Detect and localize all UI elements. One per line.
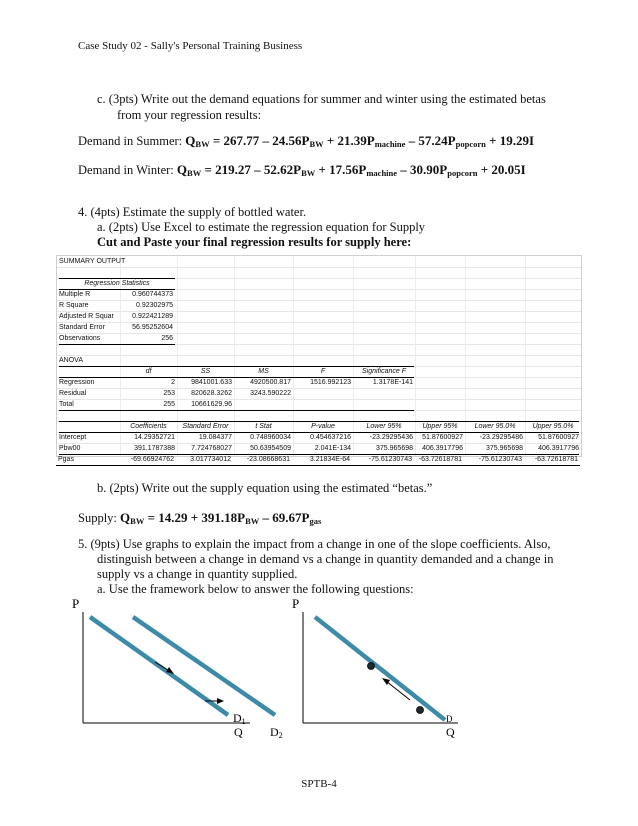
left-demand-graph — [70, 592, 300, 742]
anova-cell: 3243.590222 — [250, 390, 291, 397]
eq-sub: popcorn — [455, 139, 486, 149]
coef-cell: 406.3917796 — [422, 445, 463, 452]
right-graph-q-label: Q — [446, 725, 455, 739]
coef-header: Upper 95.0% — [532, 423, 574, 430]
q4-line1: 4. (4pts) Estimate the supply of bottled water. — [78, 205, 307, 219]
coef-cell: -23.29295436 — [369, 434, 413, 441]
left-graph-p-label: P — [72, 596, 80, 611]
coef-header: Upper 95% — [422, 423, 458, 430]
anova-row-label: Total — [59, 401, 74, 408]
eq-sub: BW — [301, 168, 316, 178]
stat-label: Multiple R — [59, 291, 91, 298]
anova-cell: 820628.3262 — [191, 390, 232, 397]
coef-cell: 0.748960034 — [250, 434, 291, 441]
q4-line3: Cut and Paste your final regression results for supply here: — [97, 235, 412, 249]
anova-cell: 4920500.817 — [250, 379, 291, 386]
eq-sub: BW — [245, 516, 260, 526]
eq-term: – 69.67P — [259, 510, 310, 525]
coef-cell: 14.29352721 — [134, 434, 175, 441]
arrow-head-icon — [217, 698, 224, 704]
coef-row-pgas — [56, 455, 580, 466]
anova-cell: 255 — [163, 401, 175, 408]
eq-term: + 20.05I — [477, 162, 526, 177]
eq-sub: BW — [187, 168, 202, 178]
q5-line2: distinguish between a change in demand vs a change in quantity demanded and a change in — [97, 552, 554, 566]
coef-cell: -75.61230743 — [478, 456, 522, 463]
coef-cell: 51.87600927 — [538, 434, 579, 441]
stat-value: 256 — [161, 335, 173, 342]
regression-output-table — [56, 255, 582, 457]
left-graph-d1-label — [233, 711, 246, 726]
anova-cell: 2 — [171, 379, 175, 386]
anova-row-label: Regression — [59, 379, 95, 386]
coef-header: Lower 95.0% — [474, 423, 516, 430]
left-graph-d2-label — [270, 725, 283, 740]
eq-sub: BW — [195, 139, 210, 149]
eq-term: = 14.29 + 391.18P — [144, 510, 246, 525]
coef-cell: -63.72618781 — [418, 456, 462, 463]
coef-cell: 19.084377 — [198, 434, 232, 441]
right-demand-graph — [290, 592, 480, 742]
eq-term: – 30.90P — [397, 162, 448, 177]
coef-row-label: Pbw00 — [59, 445, 81, 452]
stat-label: Standard Error — [59, 324, 105, 331]
eq-term: = 267.77 – 24.56P — [209, 133, 310, 148]
coef-cell: -23.08668631 — [246, 456, 290, 463]
part-c-line1: c. (3pts) Write out the demand equations for summer and winter using the estimated betas — [97, 92, 546, 106]
demand-summer-label: Demand in Summer: — [78, 134, 183, 148]
coef-cell: 3.017734012 — [190, 456, 231, 463]
coef-header: t Stat — [255, 423, 272, 430]
coef-cell: 391.1787388 — [134, 445, 175, 452]
demand-summer-equation — [78, 133, 534, 149]
left-graph-q-label: Q — [234, 725, 243, 739]
eq-term: + 21.39P — [323, 133, 375, 148]
supply-label: Supply: — [78, 511, 117, 525]
summary-output-title: SUMMARY OUTPUT — [59, 258, 126, 265]
coef-cell: 375.965698 — [376, 445, 413, 452]
coef-header: Coefficients — [130, 423, 167, 430]
anova-row-label: Residual — [59, 390, 87, 397]
d1-subscript: 1 — [241, 717, 246, 726]
anova-header: F — [320, 368, 326, 375]
anova-cell: 1.3178E-141 — [372, 379, 413, 386]
supply-equation — [78, 510, 321, 526]
eq-q: Q — [120, 510, 131, 525]
eq-term: + 17.56P — [315, 162, 367, 177]
d1-letter: D — [233, 711, 242, 725]
demand-winter-equation — [78, 162, 526, 178]
stat-label: R Square — [59, 302, 89, 309]
stat-value: 0.922421289 — [132, 313, 173, 320]
eq-q: Q — [185, 133, 196, 148]
part-b-text: b. (2pts) Write out the supply equation using the estimated “betas.” — [97, 481, 433, 495]
eq-q: Q — [176, 162, 188, 177]
demand-curve — [315, 617, 445, 720]
regression-stats-title: Regression Statistics — [84, 280, 150, 287]
anova-cell: 253 — [163, 390, 175, 397]
eq-term: – 57.24P — [405, 133, 456, 148]
d2-subscript: 2 — [278, 731, 283, 740]
anova-header: SS — [200, 368, 211, 375]
coef-header: P-value — [311, 423, 335, 430]
coef-header: Lower 95% — [366, 423, 402, 430]
stat-value: 0.92302975 — [136, 302, 173, 309]
d2-letter: D — [270, 725, 279, 739]
anova-header: df — [145, 368, 152, 375]
q5-line3: supply vs a change in quantity supplied. — [97, 567, 298, 581]
coef-cell: -63.72618781 — [534, 456, 578, 463]
eq-sub: popcorn — [447, 168, 478, 178]
anova-cell: 10661629.96 — [191, 401, 232, 408]
coef-row-label: Pgas — [58, 456, 74, 463]
demand-winter-label: Demand in Winter: — [78, 163, 174, 177]
stat-label: Adjusted R Squar — [59, 313, 114, 320]
coef-cell: -69.66924762 — [130, 456, 174, 463]
coef-cell: 2.041E-134 — [314, 445, 351, 452]
eq-sub: gas — [309, 516, 322, 526]
stat-value: 0.960744373 — [132, 291, 173, 298]
stat-label: Observations — [59, 335, 101, 342]
eq-sub: BW — [130, 516, 145, 526]
q4-line2: a. (2pts) Use Excel to estimate the regression equation for Supply — [97, 220, 426, 234]
equilibrium-point-lower — [417, 707, 424, 714]
coef-header: Standard Error — [182, 423, 229, 430]
eq-term: = 219.27 – 52.62P — [201, 162, 302, 177]
right-graph-p-label: P — [292, 596, 300, 611]
coef-cell: 51.87600927 — [422, 434, 463, 441]
part-c-line2: from your regression results: — [117, 108, 262, 122]
q5-line4: a. Use the framework below to answer the following questions: — [97, 582, 414, 596]
coef-cell: -75.61230743 — [368, 456, 412, 463]
equilibrium-point-upper — [368, 663, 375, 670]
anova-cell: 9841001.633 — [191, 379, 232, 386]
eq-sub: machine — [366, 168, 398, 178]
eq-sub: machine — [374, 139, 406, 149]
page-footer: SPTB-4 — [301, 778, 337, 790]
eq-term: + 19.29I — [485, 133, 535, 148]
coef-cell: 3.21834E-64 — [309, 456, 350, 463]
page-header: Case Study 02 - Sally's Personal Training Business — [78, 40, 303, 52]
anova-cell: 1516.992123 — [310, 379, 351, 386]
anova-header: Significance F — [362, 368, 406, 375]
coef-cell: 406.3917796 — [538, 445, 579, 452]
coef-cell: 375.965698 — [486, 445, 523, 452]
anova-header: MS — [258, 368, 269, 375]
arrow-head-icon — [382, 678, 390, 685]
stat-value: 56.95252604 — [132, 324, 173, 331]
coef-cell: 50.63954509 — [250, 445, 291, 452]
anova-title: ANOVA — [59, 357, 83, 364]
q5-line1: 5. (9pts) Use graphs to explain the impact from a change in one of the slope coefficients. Also, — [78, 537, 551, 551]
coef-cell: 7.724768027 — [191, 445, 232, 452]
coef-row-label: Intercept — [59, 434, 87, 441]
eq-sub: BW — [309, 139, 324, 149]
right-graph-d-label: D — [446, 714, 453, 724]
coef-cell: 0.454637216 — [310, 434, 351, 441]
coef-cell: -23.29295486 — [479, 434, 523, 441]
